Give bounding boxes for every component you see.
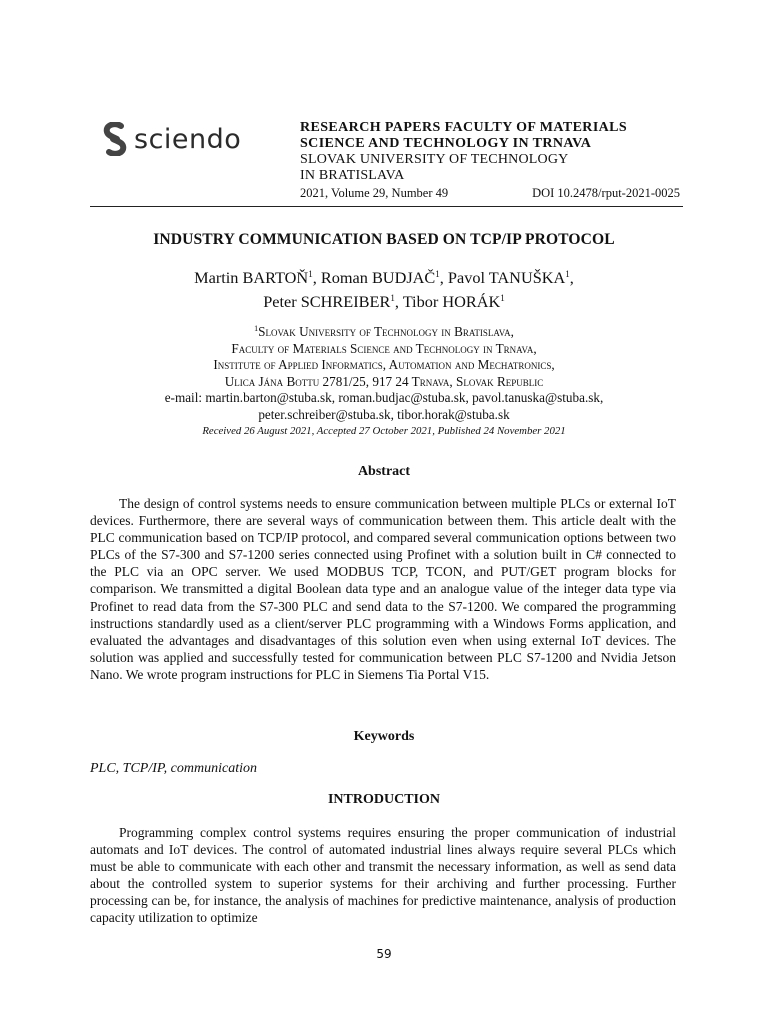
header-divider <box>90 206 683 207</box>
paper-title: INDUSTRY COMMUNICATION BASED ON TCP/IP PROTOCOL <box>153 231 615 248</box>
author-name: Martin BARTOŇ <box>194 268 309 287</box>
introduction-text: Programming complex control systems requires ensuring the proper communication of industrial automats and IoT devices. The control of automated industrial lines always require several PLCs which must be able to communicate with each other and transmit the necessary information, as well as send data about the controlled system to superior systems for their archiving and further processing. Further processing can be, for instance, the analysis of machines for predictive maintenance, analysis of production capacity utilization to optimize <box>90 825 676 926</box>
page-number: 59 <box>376 947 392 961</box>
author-name: Roman BUDJAČ <box>320 268 436 287</box>
affiliation-block <box>0 321 768 440</box>
affiliation-text: Slovak University of Technology in Bratislava, <box>258 324 514 339</box>
author-affil-mark: 1 <box>390 293 395 303</box>
keywords-heading: Keywords <box>353 729 415 744</box>
abstract-text: The design of control systems needs to ensure communication between multiple PLCs or external IoT devices. Furthermore, there are several ways of communication between them. This article dealt with the PLC communication based on TCP/IP protocol, and compared several communication options between two PLCs of the S7-300 and S7-1200 series connected using Profinet with a solution built in C# connected to the PLC via an OPC server. We used MODBUS TCP, TCON, and PUT/GET program blocks for comparison. We transmitted a digital Boolean data type and an analogue value of the integer data type via Profinet to read data from the S7-300 PLC and send data to the S7-1200. We compared the programming instructions standardly used as a client/server PLC programming with a Windows Forms application, and evaluated the advantages and disadvantages of this solution even when using external IoT devices. The solution was applied and successfully tested for communication between PLC S7-1200 and Nvidia Jetson Nano. We wrote program instructions for PLC in Siemens Tia Portal V15. <box>90 496 676 682</box>
journal-name-line2: SCIENCE AND TECHNOLOGY IN TRNAVA <box>300 136 592 151</box>
doi: DOI 10.2478/rput-2021-0025 <box>532 186 680 200</box>
author-name: Pavol TANUŠKA <box>447 268 566 287</box>
affiliation-mark: 1 <box>254 324 259 333</box>
university-line2: IN BRATISLAVA <box>300 168 405 183</box>
author-affil-mark: 1 <box>435 269 440 279</box>
sciendo-logo <box>102 122 241 156</box>
university-line1: SLOVAK UNIVERSITY OF TECHNOLOGY <box>300 152 569 167</box>
author-affil-mark: 1 <box>308 269 313 279</box>
affiliation-line4: Ulica Jána Bottu 2781/25, 917 24 Trnava, Slovak Republic <box>224 373 544 389</box>
email-line1: e-mail: martin.barton@stuba.sk, roman.budjac@stuba.sk, pavol.tanuska@stuba.sk, <box>164 390 604 405</box>
affiliation-line1 <box>0 321 768 341</box>
author-line-1: Martin BARTOŇ$^1$, Roman BUDJAČ$^1$, Pavol TANUŠKA$^1$, <box>194 268 574 287</box>
author-affil-mark: 1 <box>500 293 505 303</box>
logo-text: sciendo <box>134 123 242 155</box>
author-name: Peter SCHREIBER <box>263 292 391 311</box>
email-line2: peter.schreiber@stuba.sk, tibor.horak@stuba.sk <box>258 406 510 422</box>
volume-info: 2021, Volume 29, Number 49 <box>300 186 449 200</box>
journal-header <box>300 120 680 201</box>
affiliation-line2: Faculty of Materials Science and Technology in Trnava, <box>231 340 537 356</box>
received-dates: Received 26 August 2021, Accepted 27 October 2021, Published 24 November 2021 <box>202 425 566 437</box>
keywords-text: PLC, TCP/IP, communication <box>90 761 257 776</box>
author-line-2: Peter SCHREIBER$^1$, Tibor HORÁK$^1$ <box>263 292 505 311</box>
author-name: Tibor HORÁK <box>402 292 501 311</box>
introduction-heading: INTRODUCTION <box>327 792 440 807</box>
abstract-heading: Abstract <box>357 464 411 479</box>
affiliation-line3: Institute of Applied Informatics, Automation and Mechatronics, <box>213 357 555 372</box>
author-affil-mark: 1 <box>565 269 570 279</box>
author-list <box>0 264 768 312</box>
journal-name-line1: RESEARCH PAPERS FACULTY OF MATERIALS <box>300 120 628 135</box>
sciendo-logo-icon <box>102 122 128 156</box>
volume-line <box>300 185 680 201</box>
